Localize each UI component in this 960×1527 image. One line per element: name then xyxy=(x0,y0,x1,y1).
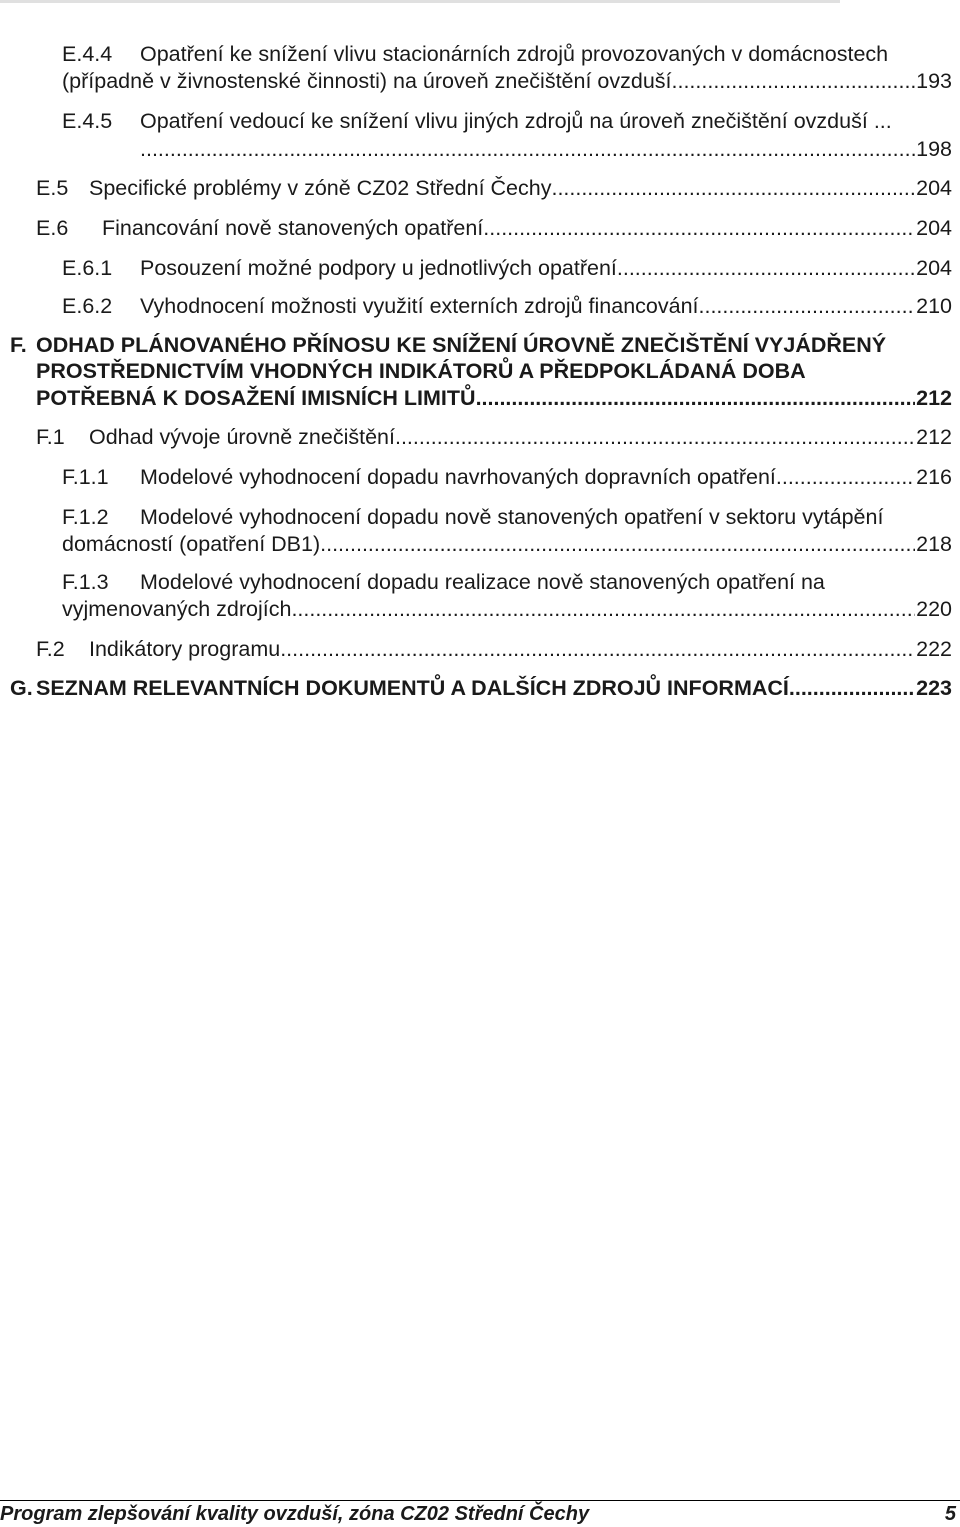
toc-number: F.1.3 xyxy=(62,570,109,594)
toc-entry-f12-line1[interactable] xyxy=(62,504,952,530)
toc-title: Indikátory programu xyxy=(89,637,281,661)
toc-leader-dots xyxy=(699,293,916,319)
toc-number: E.4.4 xyxy=(62,42,113,66)
toc-title-continued: vyjmenovaných zdrojích xyxy=(62,597,292,621)
footer-page-number: 5 xyxy=(944,1503,956,1525)
toc-entry-e44-line2[interactable] xyxy=(62,68,952,94)
toc-title-continued: (případně v živnostenské činnosti) na úroveň znečištění ovzduší xyxy=(62,69,672,93)
toc-entry-f11[interactable] xyxy=(62,464,952,490)
toc-title: ODHAD PLÁNOVANÉHO PŘÍNOSU KE SNÍŽENÍ ÚROVNĚ ZNEČIŠTĚNÍ VYJÁDŘENÝ xyxy=(36,333,887,357)
toc-title: Opatření ke snížení vlivu stacionárních zdrojů provozovaných v domácnostech xyxy=(140,42,889,66)
toc-entry-f2[interactable] xyxy=(36,636,952,662)
toc-page-number: 198 xyxy=(916,137,952,161)
toc-number: F.1 xyxy=(36,425,65,449)
toc-entry-e45-line1[interactable] xyxy=(62,108,952,134)
toc-leader-dots xyxy=(280,636,915,662)
toc-leader-dots xyxy=(483,215,915,241)
toc-page-number: 222 xyxy=(916,637,952,661)
toc-page-number: 220 xyxy=(916,597,952,621)
toc-title: Modelové vyhodnocení dopadu navrhovaných dopravních opatření xyxy=(140,465,776,489)
toc-title: Opatření vedoucí ke snížení vlivu jiných zdrojů na úroveň znečištění ovzduší xyxy=(140,109,868,133)
toc-number: F. xyxy=(10,333,27,357)
toc-title: Modelové vyhodnocení dopadu nově stanovených opatření v sektoru vytápění xyxy=(140,505,884,529)
toc-number: G. xyxy=(10,676,33,700)
toc-entry-f13-line1[interactable] xyxy=(62,569,952,595)
toc-title: Financování nově stanovených opatření xyxy=(102,216,484,240)
toc-entry-g[interactable] xyxy=(10,675,952,701)
footer-rule xyxy=(0,1500,960,1501)
toc-number: F.1.1 xyxy=(62,465,109,489)
toc-entry-e62[interactable] xyxy=(62,293,952,319)
toc-number: E.5 xyxy=(36,176,69,200)
toc-title: SEZNAM RELEVANTNÍCH DOKUMENTŮ A DALŠÍCH ZDROJŮ INFORMACÍ xyxy=(36,676,789,700)
toc-entry-f-line3[interactable] xyxy=(36,385,952,411)
toc-leader-dots xyxy=(672,68,916,94)
toc-page-number: 204 xyxy=(916,256,952,280)
toc-title: Vyhodnocení možnosti využití externích zdrojů financování xyxy=(140,294,699,318)
toc-title-continued: PROSTŘEDNICTVÍM VHODNÝCH INDIKÁTORŮ A PŘEDPOKLÁDANÁ DOBA xyxy=(36,359,806,383)
toc-number: F.2 xyxy=(36,637,65,661)
footer-document-title: Program zlepšování kvality ovzduší, zóna CZ02 Střední Čechy xyxy=(0,1503,590,1525)
toc-entry-e6[interactable] xyxy=(36,215,952,241)
toc-title: Odhad vývoje úrovně znečištění xyxy=(89,425,395,449)
toc-title-continued: domácností (opatření DB1) xyxy=(62,532,321,556)
toc-entry-f1[interactable] xyxy=(36,424,952,450)
toc-title: Specifické problémy v zóně CZ02 Střední Čechy xyxy=(89,176,552,200)
toc-entry-f12-line2[interactable] xyxy=(62,531,952,557)
toc-leader-dots xyxy=(476,385,916,411)
toc-entry-f13-line2[interactable] xyxy=(62,596,952,622)
toc-leader-dots xyxy=(140,136,915,162)
toc-entry-e44-line1[interactable] xyxy=(62,41,952,67)
toc-number: E.6.2 xyxy=(62,294,113,318)
toc-page-number: 212 xyxy=(916,386,952,410)
toc-page-number: 204 xyxy=(916,216,952,240)
toc-entry-e45-line2[interactable] xyxy=(140,136,952,162)
toc-leader-dots xyxy=(320,531,915,557)
toc-number: E.6.1 xyxy=(62,256,113,280)
toc-entry-f-line1[interactable] xyxy=(10,332,952,358)
toc-page-number: 210 xyxy=(916,294,952,318)
toc-number: E.4.5 xyxy=(62,109,113,133)
toc-page-number: 218 xyxy=(916,532,952,556)
toc-title: Modelové vyhodnocení dopadu realizace nově stanovených opatření na xyxy=(140,570,825,594)
toc-leader-dots xyxy=(789,675,915,701)
toc-page-number: 204 xyxy=(916,176,952,200)
toc-page-number: 216 xyxy=(916,465,952,489)
toc-entry-e61[interactable] xyxy=(62,255,952,281)
toc-leader-dots xyxy=(551,175,915,201)
toc-title: Posouzení možné podpory u jednotlivých opatření xyxy=(140,256,617,280)
toc-title-continued: POTŘEBNÁ K DOSAŽENÍ IMISNÍCH LIMITŮ xyxy=(36,386,476,410)
toc-number: F.1.2 xyxy=(62,505,109,529)
toc-leader-dots xyxy=(617,255,915,281)
toc-leader-dots xyxy=(776,464,915,490)
toc-page-number: 193 xyxy=(916,69,952,93)
toc-leader-dots: ... xyxy=(873,109,892,133)
toc-page-number: 212 xyxy=(916,425,952,449)
toc-entry-f-line2[interactable] xyxy=(36,358,952,384)
toc-page-number: 223 xyxy=(916,676,952,700)
toc-number: E.6 xyxy=(36,216,69,240)
toc-entry-e5[interactable] xyxy=(36,175,952,201)
toc-leader-dots xyxy=(291,596,915,622)
toc-leader-dots xyxy=(395,424,915,450)
top-rule xyxy=(0,0,840,3)
